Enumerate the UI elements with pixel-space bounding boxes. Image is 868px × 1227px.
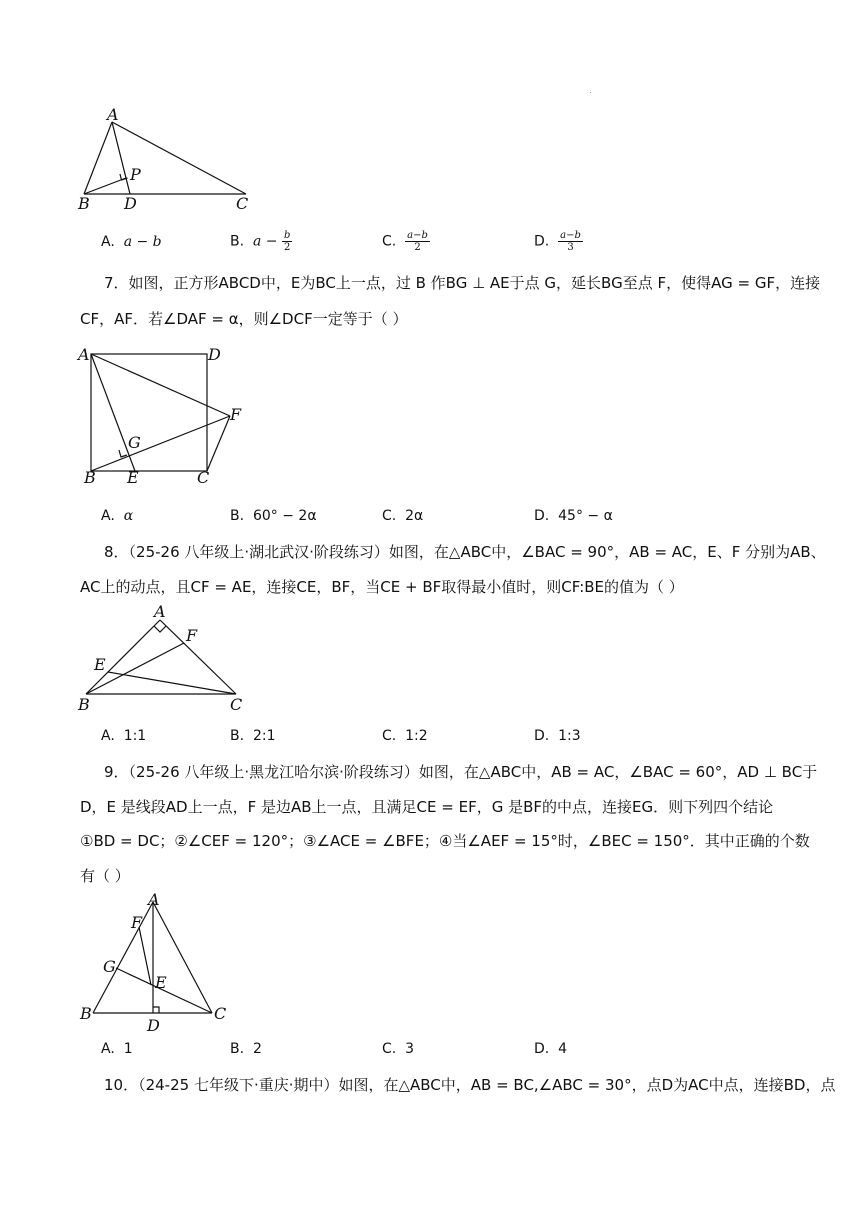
option-letter: A. <box>101 508 115 524</box>
q7-label-g: G <box>128 433 141 452</box>
q9-figure <box>72 888 242 1038</box>
option-text: 1:2 <box>405 728 428 744</box>
option-text: 4 <box>558 1041 568 1057</box>
q9-stem-line-2: D，E 是线段AD上一点，F 是边AB上一点，且满足CE = EF，G 是BF的中点，连接EG．则下列四个结论 <box>80 798 774 816</box>
q9-label-f: F <box>131 913 143 932</box>
q7-option-a[interactable] <box>101 508 133 524</box>
option-letter: B. <box>230 1041 245 1057</box>
q8-label-a: A <box>154 602 166 621</box>
q8-option-c[interactable] <box>382 728 428 744</box>
option-letter: D. <box>534 728 550 744</box>
q9-option-d[interactable] <box>534 1041 567 1057</box>
q9-stem-line-1: 9．（25-26 八年级上·黑龙江哈尔滨·阶段练习）如图，在△ABC中，AB = AC，∠BAC = 60°，AD ⊥ BC于 <box>104 763 818 781</box>
q9-stem-line-3: ①BD = DC；②∠CEF = 120°；③∠ACE = ∠BFE；④当∠AEF = 15°时，∠BEC = 150°．其中正确的个数 <box>80 832 810 850</box>
option-letter: D. <box>534 1041 550 1057</box>
q6-label-p: P <box>130 165 141 184</box>
option-text: 60° − 2α <box>252 508 317 524</box>
q6-label-c: C <box>236 194 249 213</box>
option-text: 45° − α <box>558 508 613 524</box>
option-fraction: $\frac{a-b}{3}$ <box>560 230 581 253</box>
q8-stem-line-2: AC上的动点，且CF = AE，连接CE，BF，当CE + BF取得最小值时，则CF:BE的值为（ ） <box>80 578 684 596</box>
q6-label-a: A <box>107 105 119 124</box>
option-text: 2α <box>405 508 424 524</box>
option-letter: A. <box>101 728 115 744</box>
option-text: 2 <box>252 1041 262 1057</box>
page-speck <box>590 92 591 93</box>
option-text: 3 <box>405 1041 415 1057</box>
q7-label-d: D <box>208 345 221 364</box>
q6-option-d[interactable] <box>534 230 583 253</box>
option-letter: A. <box>101 1041 115 1057</box>
option-text: α <box>123 508 134 524</box>
q8-option-b[interactable] <box>230 728 276 744</box>
q8-label-f: F <box>186 626 198 645</box>
option-letter: A. <box>101 234 115 250</box>
option-letter: C. <box>382 728 397 744</box>
q7-option-b[interactable] <box>230 508 317 524</box>
q8-figure <box>72 603 262 718</box>
q9-label-g: G <box>103 957 116 976</box>
option-prefix: a − <box>252 233 278 250</box>
q7-label-c: C <box>197 468 210 487</box>
q6-figure <box>70 105 270 215</box>
option-text: a − b <box>123 234 162 250</box>
q9-option-b[interactable] <box>230 1041 262 1057</box>
option-text: 1:1 <box>123 728 147 744</box>
q9-label-a: A <box>148 890 160 909</box>
q8-stem-line-1: 8．（25-26 八年级上·湖北武汉·阶段练习）如图，在△ABC中，∠BAC = 90°，AB = AC，E、F 分别为AB、 <box>104 543 826 561</box>
option-letter: D. <box>534 508 550 524</box>
q6-label-d: D <box>124 194 137 213</box>
q9-label-b: B <box>80 1004 92 1023</box>
option-letter: B. <box>230 508 245 524</box>
option-letter: B. <box>230 728 245 744</box>
option-text: 1 <box>123 1041 133 1057</box>
q7-figure <box>72 340 262 490</box>
q8-option-a[interactable] <box>101 728 146 744</box>
option-letter: B. <box>230 233 245 250</box>
q9-label-d: D <box>147 1016 160 1035</box>
q7-option-d[interactable] <box>534 508 613 524</box>
q9-label-e: E <box>155 973 167 992</box>
q7-label-f: F <box>230 405 242 424</box>
q7-label-a: A <box>78 345 90 364</box>
q6-option-c[interactable] <box>382 230 430 253</box>
option-text: 1:3 <box>558 728 581 744</box>
q7-label-e: E <box>127 468 139 487</box>
q7-option-c[interactable] <box>382 508 423 524</box>
q8-label-b: B <box>78 695 90 714</box>
q9-label-c: C <box>214 1004 227 1023</box>
q8-label-c: C <box>230 695 243 714</box>
option-fraction: $\frac{a-b}{2}$ <box>407 230 428 253</box>
option-letter: C. <box>382 508 397 524</box>
option-letter: C. <box>382 1041 397 1057</box>
q10-stem-line-1: 10．（24-25 七年级下·重庆·期中）如图，在△ABC中，AB = BC,∠ABC = 30°，点D为AC中点，连接BD，点 <box>104 1076 836 1094</box>
q6-option-a[interactable] <box>101 234 162 250</box>
q7-stem-line-1: 7．如图，正方形ABCD中，E为BC上一点，过 B 作BG ⊥ AE于点 G，延长BG至点 F，使得AG = GF，连接 <box>104 274 821 292</box>
q7-stem-line-2: CF，AF．若∠DAF = α，则∠DCF一定等于（ ） <box>80 310 408 328</box>
q9-stem-line-4: 有（ ） <box>80 867 130 885</box>
option-text: 2:1 <box>252 728 276 744</box>
option-letter: C. <box>382 233 397 250</box>
option-fraction: $\frac{b}{2}$ <box>283 230 291 253</box>
option-letter: D. <box>534 233 550 250</box>
q7-label-b: B <box>84 468 96 487</box>
q9-option-c[interactable] <box>382 1041 414 1057</box>
q6-label-b: B <box>78 194 90 213</box>
q8-label-e: E <box>94 655 106 674</box>
q9-option-a[interactable] <box>101 1041 133 1057</box>
q6-option-b[interactable] <box>230 230 292 253</box>
q8-option-d[interactable] <box>534 728 581 744</box>
